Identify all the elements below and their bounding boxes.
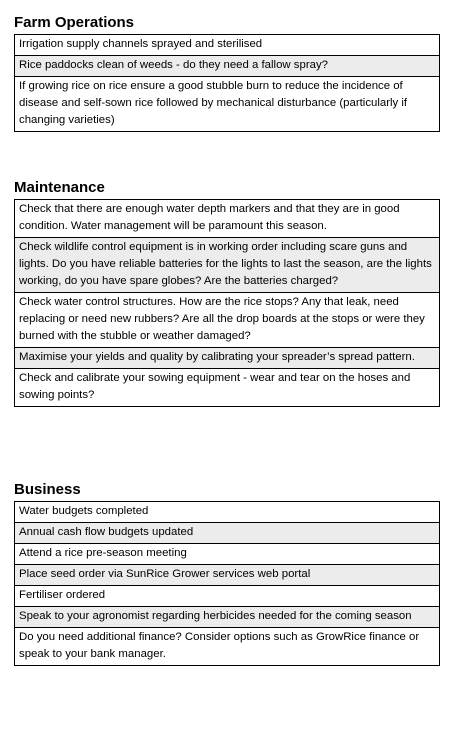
table-row xyxy=(15,628,440,666)
table-row xyxy=(15,77,440,132)
table-cell: Water budgets completed xyxy=(15,502,440,523)
table-row xyxy=(15,369,440,407)
table-cell: Check and calibrate your sowing equipment - wear and tear on the hoses and sowing points? xyxy=(15,369,440,407)
farm-operations-table xyxy=(14,34,440,132)
table-cell: Maximise your yields and quality by calibrating your spreader’s spread pattern. xyxy=(15,348,440,369)
farm-operations-section xyxy=(14,10,440,132)
table-cell: Check wildlife control equipment is in working order including scare guns and lights. Do you have reliable batteries for the lights to last the season, are the lights working, do you have spare globes? Are the batteries charged? xyxy=(15,238,440,293)
table-row xyxy=(15,293,440,348)
table-cell: Annual cash flow budgets updated xyxy=(15,523,440,544)
table-cell: Place seed order via SunRice Grower services web portal xyxy=(15,565,440,586)
business-section xyxy=(14,477,440,666)
maintenance-section xyxy=(14,175,440,407)
table-row xyxy=(15,607,440,628)
table-cell: Do you need additional finance? Consider options such as GrowRice finance or speak to your bank manager. xyxy=(15,628,440,666)
business-table xyxy=(14,501,440,666)
table-row xyxy=(15,502,440,523)
table-row xyxy=(15,348,440,369)
table-cell: Check water control structures. How are the rice stops? Any that leak, need replacing or need new rubbers? Are all the drop boards at the stops or were they burned with the stubble or weather damaged? xyxy=(15,293,440,348)
table-cell: Fertiliser ordered xyxy=(15,586,440,607)
table-cell: Check that there are enough water depth markers and that they are in good condition. Water management will be paramount this season. xyxy=(15,200,440,238)
section-title: Farm Operations xyxy=(14,14,135,31)
table-cell: Speak to your agronomist regarding herbicides needed for the coming season xyxy=(15,607,440,628)
table-row xyxy=(15,544,440,565)
table-cell: Attend a rice pre-season meeting xyxy=(15,544,440,565)
table-row xyxy=(15,200,440,238)
table-row xyxy=(15,523,440,544)
section-title: Business xyxy=(14,481,81,498)
table-row xyxy=(15,56,440,77)
table-cell: If growing rice on rice ensure a good stubble burn to reduce the incidence of disease and self-sown rice followed by mechanical disturbance (particularly if changing varieties) xyxy=(15,77,440,132)
table-row xyxy=(15,586,440,607)
table-row xyxy=(15,35,440,56)
table-cell: Rice paddocks clean of weeds - do they need a fallow spray? xyxy=(15,56,440,77)
table-row xyxy=(15,238,440,293)
table-row xyxy=(15,565,440,586)
table-cell: Irrigation supply channels sprayed and sterilised xyxy=(15,35,440,56)
maintenance-table xyxy=(14,199,440,407)
section-title: Maintenance xyxy=(14,179,105,196)
